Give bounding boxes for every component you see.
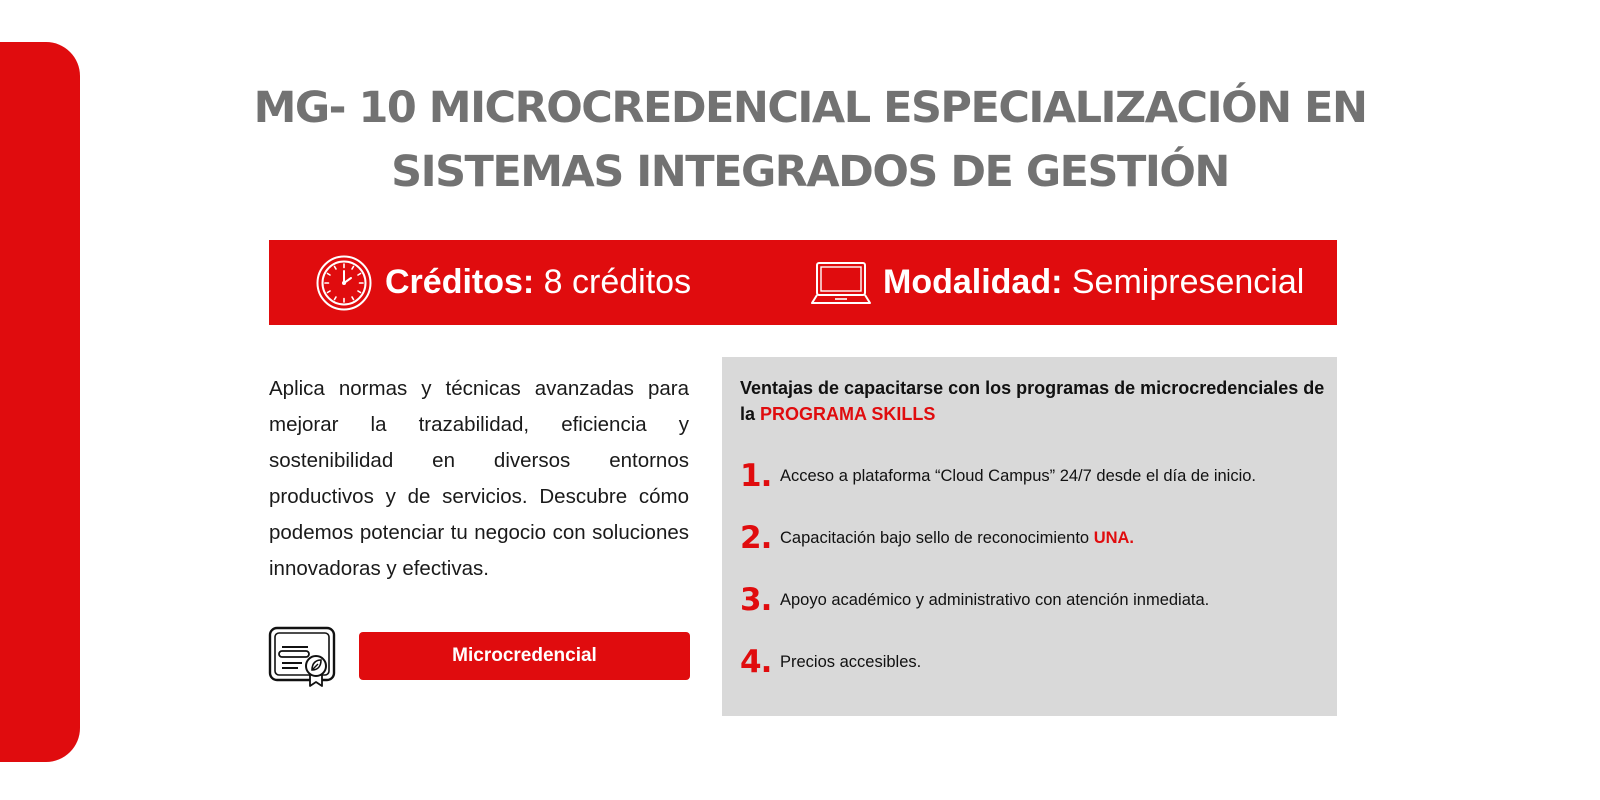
clock-icon xyxy=(315,254,373,312)
advantage-item-1 xyxy=(740,458,1256,494)
credits-label: Créditos: xyxy=(385,263,535,301)
title-line-2: SISTEMAS INTEGRADOS DE GESTIÓN xyxy=(391,147,1229,197)
microcredential-button[interactable]: Microcredencial xyxy=(359,632,690,680)
advantage-text xyxy=(780,467,1256,486)
certificate-icon xyxy=(268,626,338,688)
side-accent-bar xyxy=(0,42,80,762)
program-description: Aplica normas y técnicas avanzadas para mejorar la trazabilidad, eficiencia y sostenibilidad en diversos entornos productivos y de servicios. Descubre cómo podemos potenciar tu negocio con soluciones innovadoras y efectivas. xyxy=(269,377,689,580)
advantage-text xyxy=(780,591,1209,610)
credits-value: 8 créditos xyxy=(534,263,692,301)
page-title xyxy=(230,76,1390,204)
advantages-panel xyxy=(722,357,1337,716)
advantage-text-body: Apoyo académico y administrativo con atención inmediata. xyxy=(780,590,1210,609)
advantage-text xyxy=(780,653,921,672)
program-skills-highlight: PROGRAMA SKILLS xyxy=(760,404,936,424)
advantage-text-body: Capacitación bajo sello de reconocimiento xyxy=(780,528,1094,547)
advantage-number: 2. xyxy=(740,520,772,556)
advantage-item-3 xyxy=(740,582,1209,618)
advantage-number: 4. xyxy=(740,644,772,680)
info-banner xyxy=(269,240,1337,325)
credits-text xyxy=(385,263,691,302)
advantage-number: 1. xyxy=(740,458,772,494)
modality-text xyxy=(883,263,1304,302)
advantage-text xyxy=(780,529,1134,548)
credits-info xyxy=(315,240,691,325)
modality-value: Semipresencial xyxy=(1062,263,1305,301)
advantage-text-body: Precios accesibles. xyxy=(780,652,922,671)
advantage-item-2 xyxy=(740,520,1134,556)
advantage-text-body: Acceso a plataforma “Cloud Campus” 24/7 desde el día de inicio. xyxy=(780,466,1257,485)
advantages-heading-text: Ventajas de capacitarse con los programas de microcredenciales de la xyxy=(740,378,1325,424)
title-line-1: MG- 10 MICROCREDENCIAL ESPECIALIZACIÓN EN xyxy=(253,83,1367,133)
modality-label: Modalidad: xyxy=(883,263,1063,301)
una-highlight: UNA. xyxy=(1093,528,1135,547)
advantages-heading xyxy=(740,375,1325,427)
modality-info xyxy=(811,240,1304,325)
laptop-icon xyxy=(811,260,871,306)
advantage-item-4 xyxy=(740,644,921,680)
advantage-number: 3. xyxy=(740,582,772,618)
